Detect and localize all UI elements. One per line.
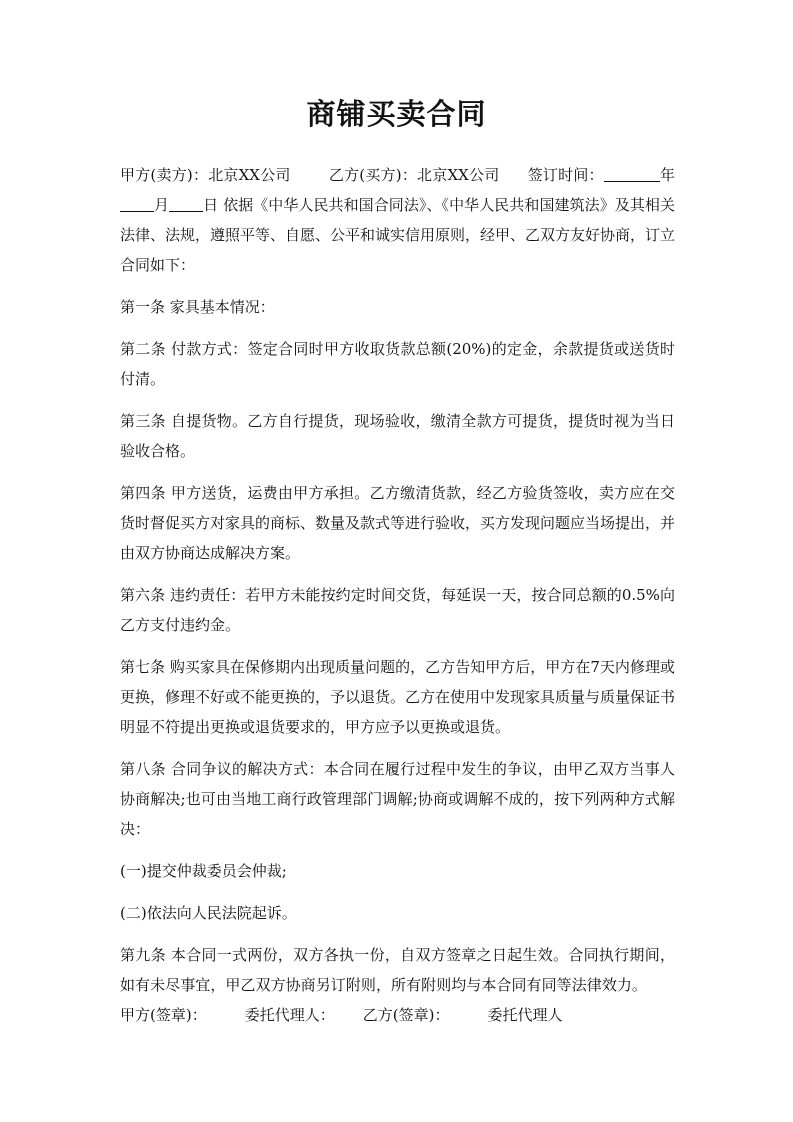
article-2: 第二条 付款方式：签定合同时甲方收取货款总额(20%)的定金，余款提货或送货时付清。: [120, 340, 675, 388]
document-title: 商铺买卖合同: [306, 97, 487, 131]
article-6: 第六条 违约责任：若甲方未能按约定时间交货，每延误一天，按合同总额的0.5%向乙方支付违约金。: [120, 586, 675, 634]
header-paragraph: [120, 160, 675, 280]
article-8: 第八条 合同争议的解决方式：本合同在履行过程中发生的争议，由甲乙双方当事人协商解决;也可由当地工商行政管理部门调解;协商或调解不成的，按下列两种方式解决：: [120, 760, 675, 838]
day-label: 日: [203, 196, 219, 214]
sign-time-label: 签订时间：: [527, 166, 604, 184]
party-b-agent-label: 委托代理人: [487, 1006, 563, 1024]
party-b-line: 乙方(买方)：北京XX公司: [328, 166, 500, 184]
article-3: 第三条 自提货物。乙方自行提货，现场验收，缴清全款方可提货，提货时视为当日验收合格。: [120, 412, 675, 460]
article-9: [120, 940, 675, 1030]
party-a-agent-label: 委托代理人：: [244, 1006, 335, 1024]
year-label: 年: [659, 166, 675, 184]
intro-text: 依据《中华人民共和国合同法》、《中华人民共和国建筑法》及其相关法律、法规，遵照平等、自愿、公平和诚实信用原则，经甲、乙双方友好协商，订立合同如下：: [120, 196, 676, 274]
month-blank: [120, 196, 154, 212]
article-9-text: 第九条 本合同一式两份，双方各执一份，自双方签章之日起生效。合同执行期间，如有未尽事宜，甲乙双方协商另订附则，所有附则均与本合同有同等法律效力。: [120, 946, 675, 994]
article-1: 第一条 家具基本情况：: [120, 298, 275, 316]
year-blank: [604, 166, 660, 182]
document-body: [120, 160, 675, 1030]
day-blank: [169, 196, 203, 212]
party-a-signature-label: 甲方(签章)：: [120, 1006, 207, 1024]
month-label: 月: [154, 196, 170, 214]
dispute-option-2: (二)依法向人民法院起诉。: [120, 904, 297, 922]
party-b-signature-label: 乙方(签章)：: [362, 1006, 450, 1024]
article-4: 第四条 甲方送货，运费由甲方承担。乙方缴清货款，经乙方验货签收，卖方应在交货时督促买方对家具的商标、数量及款式等进行验收，买方发现问题应当场提出，并由双方协商达成解决方案。: [120, 484, 676, 562]
article-7: 第七条 购买家具在保修期内出现质量问题的，乙方告知甲方后，甲方在7天内修理或更换，修理不好或不能更换的，予以退货。乙方在使用中发现家具质量与质量保证书明显不符提出更换或退货要求的，甲方应予以更换或退货。: [120, 658, 676, 736]
dispute-option-1: (一)提交仲裁委员会仲裁;: [120, 862, 287, 880]
party-a-line: 甲方(卖方)：北京XX公司: [120, 166, 291, 184]
